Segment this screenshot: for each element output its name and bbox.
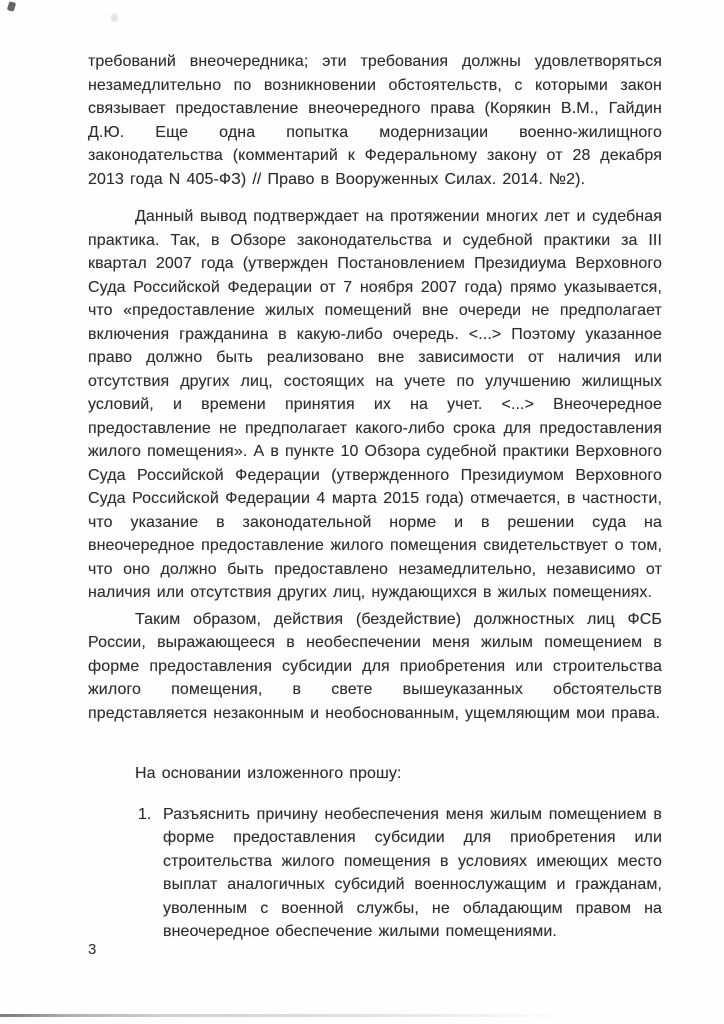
page-number: 3	[88, 941, 97, 958]
paragraph-conclusion: Таким образом, действия (бездействие) должностных лиц ФСБ России, выражающееся в необеспечении меня жилым помещением в форме предоставления субсидии для приобретения или строительства жилого помещения, в свете вышеуказанных обстоятельств представляется незаконным и необоснованным, ущемляющим мои права.	[88, 610, 662, 722]
list-item-text: Разъяснить причину необеспечения меня жилым помещением в форме предоставления субсидии для приобретения или строительства жилого помещения в условиях имеющих место выплат аналогичных субсидий военнослужащим и гражданам, уволенным с военной службы, не обладающим правом на внеочередное обеспечение жилыми помещениями.	[163, 805, 662, 940]
list-item-marker: 1.	[138, 805, 152, 823]
paragraph-court-practice: Данный вывод подтверждает на протяжении многих лет и судебная практика. Так, в Обзоре законодательства и судебной практики за III квартал 2007 года (утвержден Постановлением Президиума Верховного Суда Российской Федерации от 7 ноября 2007 года) прямо указывается, что «предоставление жилых помещений вне очереди не предполагает включения гражданина в какую-либо очередь. <...> Поэтому указанное право должно быть реализовано вне зависимости от наличия или отсутствия других лиц, состоящих на учете по улучшению жилищных условий, и времени принятия их на учет. <...> Внеочередное предоставление не предполагает какого-либо срока для предоставления жилого помещения». А в пункте 10 Обзора судебной практики Верховного Суда Российской Федерации (утвержденного Президиумом Верховного Суда Российской Федерации 4 марта 2015 года) отмечается, в частности, что указание в законодательной норме и в решении суда на внеочередное предоставление жилого помещения свидетельствует о том, что оно должно быть предоставлено незамедлительно, независимо от наличия или отсутствия других лиц, нуждающихся в жилых помещениях.	[88, 208, 662, 601]
scan-artifact-bottom-line	[0, 1014, 560, 1017]
scan-artifact-smudge	[110, 13, 119, 23]
list-item	[138, 803, 662, 944]
paragraph-citation-koryakin: требований внеочередника; эти требования должны удовлетворяться незамедлительно по возникновении обстоятельств, с которыми закон связывает предоставление внеочередного права (Корякин В.М., Гайдин Д.Ю. Еще одна попытка модернизации военно-жилищного законодательства (комментарий к Федеральному закону от 28 декабря 2013 года N 405-ФЗ) // Право в Вооруженных Силах. 2014. №2).	[88, 53, 662, 188]
document-body	[88, 50, 662, 944]
request-intro: На основании изложенного прошу:	[135, 765, 402, 782]
request-list	[138, 803, 662, 944]
scan-artifact-speck	[7, 1, 16, 12]
